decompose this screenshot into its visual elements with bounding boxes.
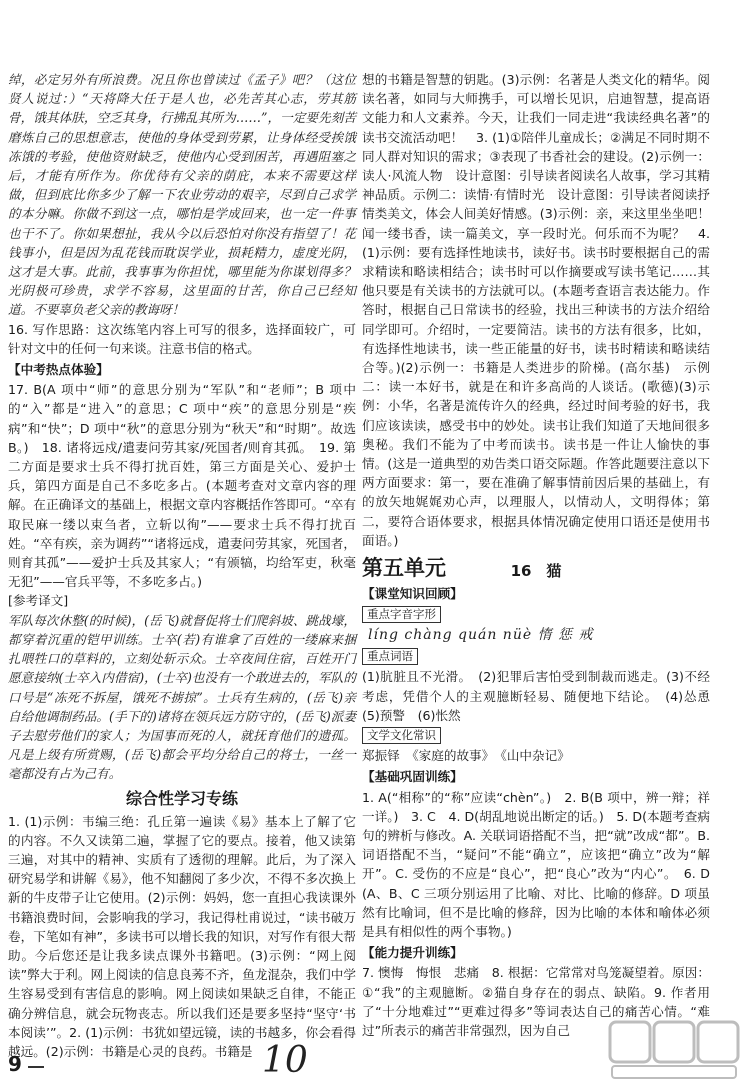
review-header: 【课堂知识回顾】 <box>362 586 463 602</box>
translation-label: [参考译文] <box>8 593 69 609</box>
watermark-logo <box>608 1018 740 1080</box>
basic-answers: 1. A(“相称”的“称”应读“chèn”。) 2. B(B 项中，辨一辩；祥一详。) 3. C 4. D(胡乱地说出断定的话。) 5. D(本题考查病句的辨析与修改。A. 关联词语搭配不当，把“就”改成“都”。B. 词语搭配不当，“疑问”不能“确立”，应该把“确立”改为“解开”。C. 受伤的不应是“良心”，把“良心”改为“内心”。 6. D(A、B、C 三项分别运用了比喻、对比、比喻的修辞。D 项虽然有比喻词，但不是比喻的修辞，因为比喻的本体和喻体必须是具有相似性的两个事物。) <box>362 789 710 939</box>
section-answers: 1. (1)示例：韦编三绝：孔丘第一遍读《易》基本上了解了它的内容。不久又读第二遍，掌握了它的要点。接着，他又读第三遍，对其中的精神、实质有了透彻的理解。此后，为了深入研究易学和讲解《易》，他不知翻阅了多少次，不得不多次换上新的牛皮带子让它使用。(2)示例：妈妈，您一直担心我读课外书籍浪费时间，会影响我的学习，我记得杜甫说过，“读书破万卷，下笔如有神”，多读书可以增长我的知识，对写作有很大帮助。今后您还是让我多读点课外书籍吧。(3)示例：“网上阅读”弊大于利。网上阅读的信息良莠不齐，鱼龙混杂，我们中学生容易受到有害信息的影响。网上阅读如果缺乏自律，不能正确分辨信息，就会玩物丧志。所以我们还是要多坚持“坚守‘书本阅读’”。2. (1)示例：书犹如望远镜，读的书越多，你会看得越远。(2)示例：书籍是心灵的良药。书籍是 <box>8 813 356 1059</box>
handwritten-page-mark: 10 <box>262 1040 308 1081</box>
continued-answers: 想的书籍是智慧的钥匙。(3)示例：名著是人类文化的精华。阅读名著，如同与大师携手，可以增长见识，启迪智慧，提高语文能力和人文素养。今天，让我们一同走进“我读经典名著”的读书交流活动吧！ 3. (1)①陪伴儿童成长；②满足不同时期不同人群对知识的需求；③表现了书香社会的建设。(2)示例一：读人·风流人物 设计意图：引导读者阅读名人故事，学习其精神品质。示例二：读情·有情时光 设计意图：引导读者阅读抒情类美文，体会人间美好情感。(3)示例：亲，来这里坐坐吧！闻一缕书香，读一篇美文，享一段时光。何乐而不为呢？ 4. (1)示例：要有选择性地读书，读好书。读书时要根据自己的需求精读和略读相结合；读书时可以作摘要或写读书笔记……其他只要是有关读书的方法就可以。(本题考查语言表达能力。作答时，根据自己日常读书的经验，找出三种读书的方法介绍给同学即可。介绍时，一定要简洁。读书的方法有很多，比如，有选择性地读书，读一些正能量的好书，读书时精读和略读结合等。)(2)示例一：书籍是人类进步的阶梯。(高尔基) 示例二：读一本好书，就是在和许多高尚的人谈话。(歌德)(3)示例：小华，名著是流传许久的经典，经过时间考验的好书，我们应该读读，感受书中的妙处。读书让我们知道了天地间很多奥秘。我们不能为了中考而读书。读书是一件让人愉快的事情。(这是一道典型的劝告类口语交际题。作答此题要注意以下两方面要求：第一，要在准确了解事情前因后果的基础上，有的放矢地娓娓劝心声，以理服人，以情动人，文明得体；第二，要符合语体要求，根据具体情况确定使用口语还是使用书面语。) <box>362 72 710 548</box>
page-number: 9 <box>8 1052 22 1076</box>
vocab-answers: (1)肮脏且不光滑。 (2)犯罪后害怕受到制裁而逃走。(3)不经考虑，凭借个人的主观臆断轻易、随便地下结论。 (4)怂恿 (5)预警 (6)怅然 <box>362 669 723 723</box>
right-column <box>362 70 723 1040</box>
culture-answers: 郑振铎 《家庭的故事》 《山中杂记》 <box>362 748 570 764</box>
ability-answers: 7. 懊悔 悔恨 悲痛 8. 根据：它常常对鸟笼凝望着。原因：①“我”的主观臆断。②猫自身存在的弱点、缺陷。9. 作者用了“十分地难过”“更难过得多”等词表达自己的痛苦心情。“难过”所表示的痛苦非常强烈，因为自己 <box>362 965 710 1038</box>
exam-header: 【中考热点体验】 <box>8 362 109 378</box>
pinyin-answers: líng chàng quán nüè 惰 惩 戒 <box>368 627 594 644</box>
culture-label: 文学文化常识 <box>362 727 441 744</box>
exam-answers: 17. B(A 项中“师”的意思分别为“军队”和“老师”；B 项中的“入”都是“进入”的意思；C 项中“疾”的意思分别是“疾病”和“快”；D 项中“秋”的意思分别为“秋天”和“时期”。故选 B。) 18. 诸将远戍/遣妻问劳其家/死国者/则育其孤。 19. 第二方面是要求士兵不得打扰百姓，第三方面是关心、爱护士兵，第四方面是自己不多吃多占。(本题考查对文章内容的理解。在正确译文的基础上，根据文章内容概括作答即可。“卒有取民麻一缕以束刍者，立斩以徇”——要求士兵不得打扰百姓。“卒有疾，亲为调药”“诸将远戍，遣妻问劳其家，死国者，则育其孤”——爱护士兵及其家人；“有颁犒，均给军吏，秋毫无犯”——官兵平等，不多吃多占。) <box>8 382 356 590</box>
ability-header: 【能力提升训练】 <box>362 945 463 961</box>
basic-header: 【基础巩固训练】 <box>362 769 463 785</box>
unit-title: 第五单元 <box>362 556 446 581</box>
pronunciation-label: 重点字音字形 <box>362 606 441 623</box>
vocab-label: 重点词语 <box>362 648 418 665</box>
page-number-rule <box>28 1066 44 1068</box>
question-16: 16. 写作思路：这次练笔内容上可写的很多，选择面较广，可针对文中的任何一句来谈。注意书信的格式。 <box>8 321 356 356</box>
left-column <box>8 70 356 1061</box>
lesson-title: 16 猫 <box>510 562 562 581</box>
handwritten-translation: 绰，必定另外有所浪费。况且你也曾读过《孟子》吧？（这位贤人说过：）“天将降大任于是人也，必先苦其心志，劳其筋骨，饿其体肤，空乏其身，行拂乱其所为……”，一定要先刻苦磨炼自己的思想意志，使他的身体受到劳累，让身体经受挨饿冻饿的考验，使他资财缺乏，使他内心受到困苦，再遇阻塞之后，才能有所作为。你优待有父亲的荫庇，本来不需要这样做，但到底比你多少了解一下农业劳动的艰辛，尽到自己求学的本分嘛。你做不到这一点，哪怕是学成回来，也一定一件事也干不了。你如果想扯，我从今以后恐怕对你没有指望了！花钱事小，但是因为乱花钱而耽误学业，损耗精力，虚度光阴，这才是大事。此前，我事事为你担忧，哪里能为你谋划得多？光阴极可珍贵，求学不容易，这里面的甘苦，你自己已经知道。不要辜负老父亲的教诲呀！ <box>8 72 356 318</box>
section-title: 综合性学习专练 <box>125 788 238 808</box>
reference-translation: 军队每次休整(的时候)，(岳飞)就督促将士们爬斜坡、跳战壕，都穿着沉重的铠甲训练。士卒(若)有谁拿了百姓的一缕麻来捆扎喂牲口的草料的，立刻处斩示众。士卒夜间住宿，百姓开门愿意接纳(士卒入内借宿)，(士卒)也没有一个敢进去的，军队的口号是“冻死不拆屋，饿死不掳掠”。士兵有生病的，(岳飞)亲自给他调制药品。(手下的)诸将在领兵远方防守的，(岳飞)派妻子去慰劳他们的家人；为国事而死的人，就抚育他们的遗孤。凡是上级有所赏赐，(岳飞)都会平均分给自己的将士，一丝一毫都没有占为己有。 <box>8 612 356 782</box>
